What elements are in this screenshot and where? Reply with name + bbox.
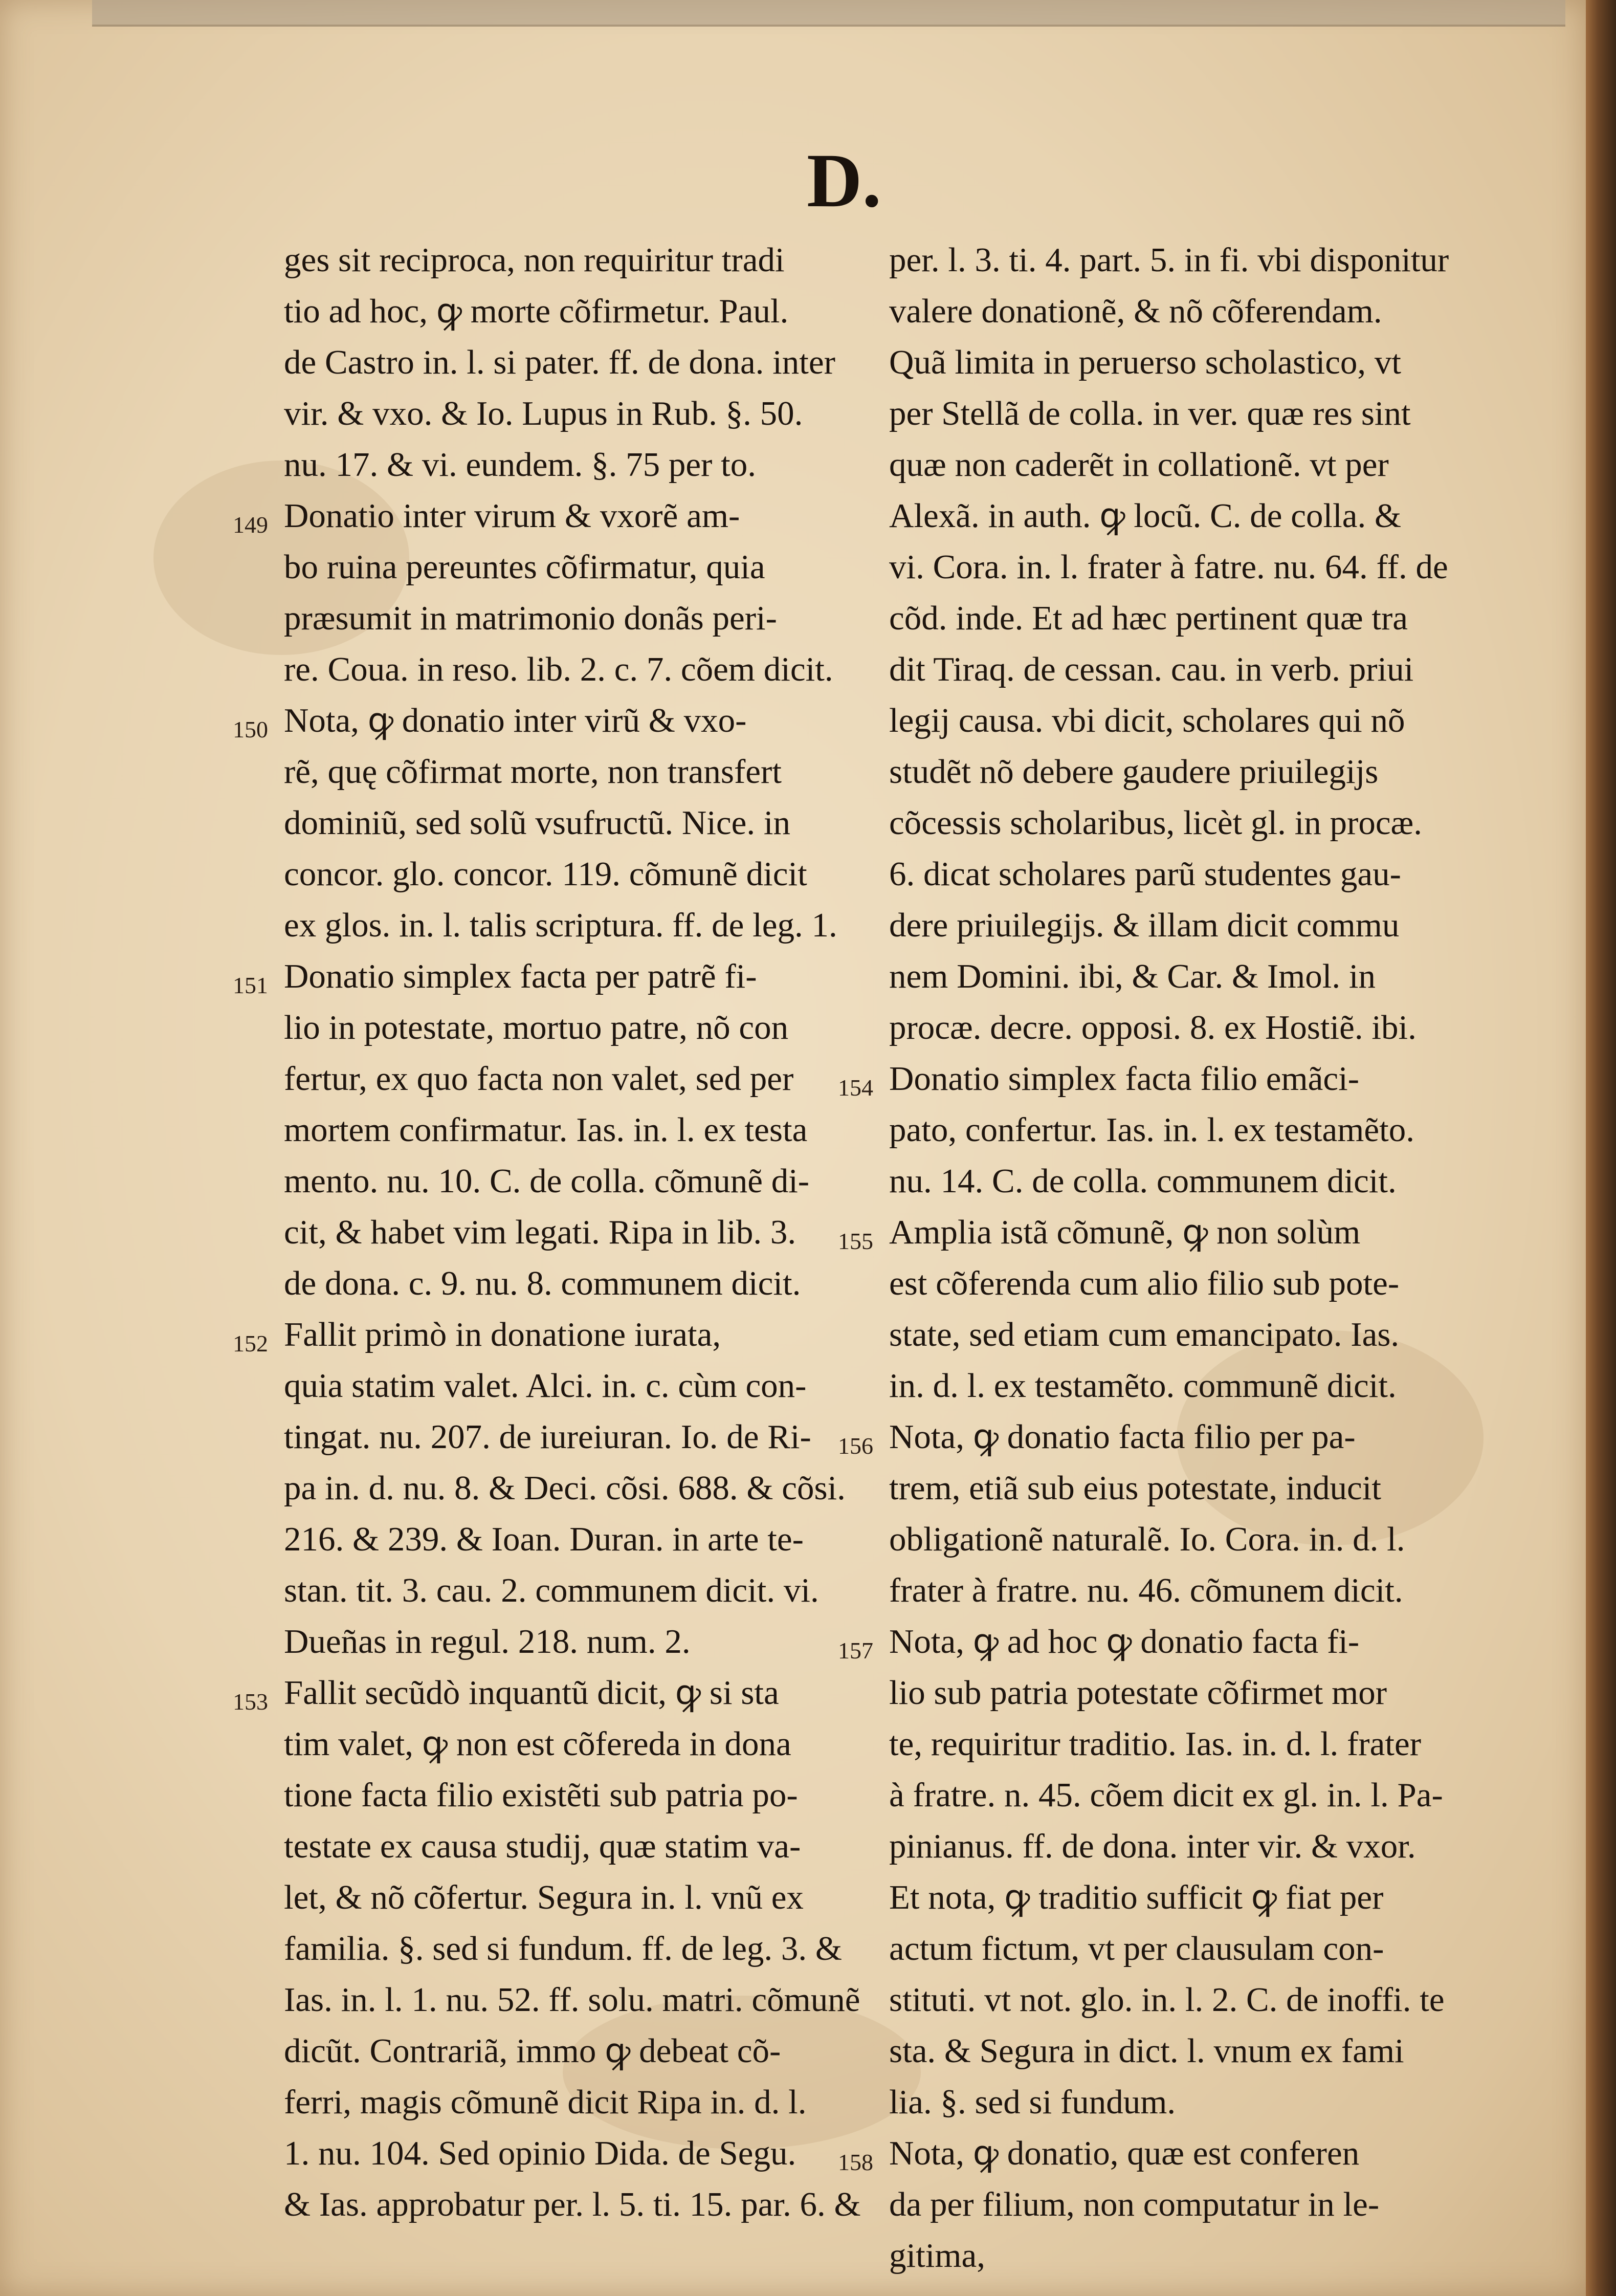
text-line	[889, 1514, 1495, 1565]
line-text: dicũt. Contrariã, immo ꝙ debeat cõ-	[284, 2032, 781, 2070]
right-column	[838, 234, 1495, 2281]
text-line	[284, 1565, 890, 1616]
line-text: nu. 14. C. de colla. communem dicit.	[889, 1162, 1397, 1200]
line-text: tio ad hoc, ꝙ morte cõfirmetur. Paul.	[284, 292, 789, 330]
text-line	[889, 1462, 1495, 1514]
text-line	[889, 286, 1495, 337]
text-line	[284, 1411, 890, 1462]
text-line	[889, 2179, 1495, 2230]
line-text: de Castro in. l. si pater. ff. de dona. inter	[284, 343, 835, 381]
text-line	[889, 490, 1495, 541]
paragraph-number: 150	[233, 716, 268, 742]
text-line	[889, 1002, 1495, 1053]
text-line	[284, 1821, 890, 1872]
line-text: dominiũ, sed solũ vsufructũ. Nice. in	[284, 804, 790, 842]
text-line	[889, 1104, 1495, 1155]
line-text: trem, etiã sub eius potestate, inducit	[889, 1469, 1381, 1507]
text-line	[284, 746, 890, 797]
line-text: concor. glo. concor. 119. cõmunẽ dicit	[284, 855, 807, 893]
text-line	[889, 1667, 1495, 1718]
paragraph-number: 153	[233, 1689, 268, 1715]
text-line	[284, 797, 890, 848]
line-text: dere priuilegijs. & illam dicit commu	[889, 906, 1400, 944]
line-text: per. l. 3. ti. 4. part. 5. in fi. vbi disponitur	[889, 241, 1449, 279]
line-text: cit, & habet vim legati. Ripa in lib. 3.	[284, 1213, 796, 1251]
line-text: lia. §. sed si fundum.	[889, 2083, 1176, 2121]
line-text: valere donationẽ, & nõ cõferendam.	[889, 292, 1382, 330]
text-line	[889, 388, 1495, 439]
line-text: dit Tiraq. de cessan. cau. in verb. priui	[889, 650, 1414, 688]
line-text: state, sed etiam cum emancipato. Ias.	[889, 1316, 1400, 1353]
line-text: vi. Cora. in. l. frater à fatre. nu. 64. ff. de	[889, 548, 1448, 586]
line-text: stan. tit. 3. cau. 2. communem dicit. vi.	[284, 1571, 819, 1609]
text-line	[284, 644, 890, 695]
text-line	[889, 1565, 1495, 1616]
text-line	[889, 2230, 1495, 2281]
text-line	[233, 951, 890, 1002]
text-line	[233, 490, 890, 541]
paragraph-number: 156	[838, 1433, 873, 1459]
line-text: Et nota, ꝙ traditio sufficit ꝙ fiat per	[889, 1878, 1384, 1916]
text-line	[284, 1104, 890, 1155]
line-text: est cõferenda cum alio filio sub pote-	[889, 1264, 1400, 1302]
text-line	[284, 1462, 890, 1514]
page-heading: D.	[807, 138, 881, 223]
text-line	[284, 2076, 890, 2128]
text-line	[889, 1821, 1495, 1872]
text-line	[284, 1718, 890, 1769]
text-line	[284, 1258, 890, 1309]
line-text: 6. dicat scholares parũ studentes gau-	[889, 855, 1401, 893]
line-text: Donatio simplex facta filio emãci-	[889, 1060, 1360, 1098]
text-line	[889, 337, 1495, 388]
text-line	[889, 593, 1495, 644]
book-binding-edge	[1586, 0, 1616, 2296]
paragraph-number: 158	[838, 2149, 873, 2175]
line-text: lio sub patria potestate cõfirmet mor	[889, 1674, 1387, 1712]
line-text: Donatio inter virum & vxorẽ am-	[284, 497, 740, 535]
line-text: Nota, ꝙ donatio inter virũ & vxo-	[284, 702, 747, 739]
text-line	[889, 1155, 1495, 1207]
text-line	[889, 1718, 1495, 1769]
text-line	[889, 1872, 1495, 1923]
text-line	[284, 1053, 890, 1104]
line-text: da per filium, non computatur in le-	[889, 2185, 1380, 2223]
line-text: actum fictum, vt per clausulam con-	[889, 1930, 1384, 1967]
text-line	[233, 1309, 890, 1360]
text-line	[284, 1616, 890, 1667]
line-text: Nota, ꝙ donatio, quæ est conferen	[889, 2134, 1360, 2172]
line-text: testate ex causa studij, quæ statim va-	[284, 1827, 801, 1865]
line-text: cõd. inde. Et ad hæc pertinent quæ tra	[889, 599, 1408, 637]
text-line	[284, 1974, 890, 2025]
line-text: nem Domini. ibi, & Car. & Imol. in	[889, 957, 1376, 995]
line-text: Amplia istã cõmunẽ, ꝙ non solùm	[889, 1213, 1361, 1251]
text-line	[284, 388, 890, 439]
line-text: pinianus. ff. de dona. inter vir. & vxor.	[889, 1827, 1416, 1865]
line-text: vir. & vxo. & Io. Lupus in Rub. §. 50.	[284, 395, 803, 432]
line-text: Dueñas in regul. 218. num. 2.	[284, 1623, 691, 1660]
line-text: præsumit in matrimonio donãs peri-	[284, 599, 777, 637]
text-line	[284, 337, 890, 388]
text-line	[838, 1616, 1495, 1667]
text-line	[233, 1667, 890, 1718]
text-line	[284, 2128, 890, 2179]
text-line	[284, 1207, 890, 1258]
line-text: per Stellã de colla. in ver. quæ res sint	[889, 395, 1411, 432]
paragraph-number: 154	[838, 1075, 873, 1101]
text-line	[889, 695, 1495, 746]
text-line	[284, 2025, 890, 2076]
line-text: ferri, magis cõmunẽ dicit Ripa in. d. l.	[284, 2083, 807, 2121]
line-text: Nota, ꝙ donatio facta filio per pa-	[889, 1418, 1356, 1456]
line-text: cõcessis scholaribus, licèt gl. in procæ.	[889, 804, 1423, 842]
paragraph-number: 157	[838, 1637, 873, 1664]
text-line	[284, 1002, 890, 1053]
line-text: rẽ, quę cõfirmat morte, non transfert	[284, 753, 782, 791]
text-line	[889, 234, 1495, 286]
line-text: pa in. d. nu. 8. & Deci. cõsi. 688. & cõsi.	[284, 1469, 846, 1507]
text-line	[889, 900, 1495, 951]
text-line	[889, 644, 1495, 695]
text-line	[284, 900, 890, 951]
paragraph-number: 155	[838, 1228, 873, 1254]
page-top-edge	[92, 0, 1565, 27]
text-line	[284, 234, 890, 286]
line-text: in. d. l. ex testamẽto. communẽ dicit.	[889, 1367, 1397, 1405]
text-line	[284, 1769, 890, 1821]
line-text: frater à fratre. nu. 46. cõmunem dicit.	[889, 1571, 1403, 1609]
text-line	[284, 1514, 890, 1565]
text-line	[284, 1872, 890, 1923]
text-line	[889, 951, 1495, 1002]
line-text: Fallit primò in donatione iurata,	[284, 1316, 721, 1353]
line-text: Fallit secũdò inquantũ dicit, ꝙ si sta	[284, 1674, 779, 1712]
paragraph-number: 149	[233, 512, 268, 538]
text-line	[889, 848, 1495, 900]
line-text: stituti. vt not. glo. in. l. 2. C. de inoffi. te	[889, 1981, 1445, 2019]
line-text: fertur, ex quo facta non valet, sed per	[284, 1060, 794, 1098]
text-line	[889, 1258, 1495, 1309]
text-line	[838, 2128, 1495, 2179]
text-line	[889, 1923, 1495, 1974]
line-text: obligationẽ naturalẽ. Io. Cora. in. d. l.	[889, 1520, 1405, 1558]
text-line	[233, 695, 890, 746]
line-text: Ias. in. l. 1. nu. 52. ff. solu. matri. cõmunẽ	[284, 1981, 860, 2019]
line-text: procæ. decre. opposi. 8. ex Hostiẽ. ibi.	[889, 1009, 1416, 1046]
text-line	[838, 1411, 1495, 1462]
text-line	[889, 746, 1495, 797]
text-line	[284, 1155, 890, 1207]
line-text: quia statim valet. Alci. in. c. cùm con-	[284, 1367, 807, 1405]
text-line	[889, 439, 1495, 490]
text-line	[889, 1974, 1495, 2025]
text-line	[284, 2179, 890, 2230]
text-line	[838, 1053, 1495, 1104]
line-text: legij causa. vbi dicit, scholares qui nõ	[889, 702, 1405, 739]
line-text: tione facta filio existẽti sub patria po-	[284, 1776, 798, 1814]
line-text: Alexã. in auth. ꝙ locũ. C. de colla. &	[889, 497, 1402, 535]
line-text: de dona. c. 9. nu. 8. communem dicit.	[284, 1264, 801, 1302]
text-line	[284, 593, 890, 644]
text-line	[284, 1923, 890, 1974]
line-text: studẽt nõ debere gaudere priuilegijs	[889, 753, 1379, 791]
left-column	[233, 234, 890, 2230]
paragraph-number: 152	[233, 1330, 268, 1357]
line-text: let, & nõ cõfertur. Segura in. l. vnũ ex	[284, 1878, 804, 1916]
line-text: Nota, ꝙ ad hoc ꝙ donatio facta fi-	[889, 1623, 1360, 1660]
line-text: re. Coua. in reso. lib. 2. c. 7. cõem dicit.	[284, 650, 833, 688]
line-text: & Ias. approbatur per. l. 5. ti. 15. par. 6. &	[284, 2185, 861, 2223]
text-line	[889, 797, 1495, 848]
line-text: ges sit reciproca, non requiritur tradi	[284, 241, 785, 279]
line-text: ex glos. in. l. talis scriptura. ff. de leg. 1.	[284, 906, 837, 944]
line-text: te, requiritur traditio. Ias. in. d. l. frater	[889, 1725, 1422, 1763]
text-line	[889, 541, 1495, 593]
line-text: Quã limita in peruerso scholastico, vt	[889, 343, 1402, 381]
text-line	[889, 1309, 1495, 1360]
line-text: mento. nu. 10. C. de colla. cõmunẽ di-	[284, 1162, 810, 1200]
line-text: sta. & Segura in dict. l. vnum ex fami	[889, 2032, 1404, 2070]
line-text: 1. nu. 104. Sed opinio Dida. de Segu.	[284, 2134, 796, 2172]
line-text: à fratre. n. 45. cõem dicit ex gl. in. l. Pa-	[889, 1776, 1443, 1814]
line-text: quæ non caderẽt in collationẽ. vt per	[889, 446, 1389, 484]
line-text: tingat. nu. 207. de iureiuran. Io. de Ri-	[284, 1418, 811, 1456]
line-text: 216. & 239. & Ioan. Duran. in arte te-	[284, 1520, 804, 1558]
text-line	[284, 439, 890, 490]
text-line	[889, 2076, 1495, 2128]
text-line	[889, 1769, 1495, 1821]
line-text: mortem confirmatur. Ias. in. l. ex testa	[284, 1111, 808, 1149]
line-text: pato, confertur. Ias. in. l. ex testamẽto.	[889, 1111, 1415, 1149]
text-line	[284, 848, 890, 900]
text-line	[284, 1360, 890, 1411]
line-text: lio in potestate, mortuo patre, nõ con	[284, 1009, 789, 1046]
text-line	[889, 2025, 1495, 2076]
line-text: gitima,	[889, 2237, 985, 2275]
line-text: Donatio simplex facta per patrẽ fi-	[284, 957, 757, 995]
text-line	[284, 286, 890, 337]
paragraph-number: 151	[233, 972, 268, 998]
text-line	[838, 1207, 1495, 1258]
line-text: bo ruina pereuntes cõfirmatur, quia	[284, 548, 765, 586]
line-text: familia. §. sed si fundum. ff. de leg. 3. &	[284, 1930, 843, 1967]
text-line	[284, 541, 890, 593]
line-text: tim valet, ꝙ non est cõfereda in dona	[284, 1725, 791, 1763]
text-line	[889, 1360, 1495, 1411]
line-text: nu. 17. & vi. eundem. §. 75 per to.	[284, 446, 756, 484]
